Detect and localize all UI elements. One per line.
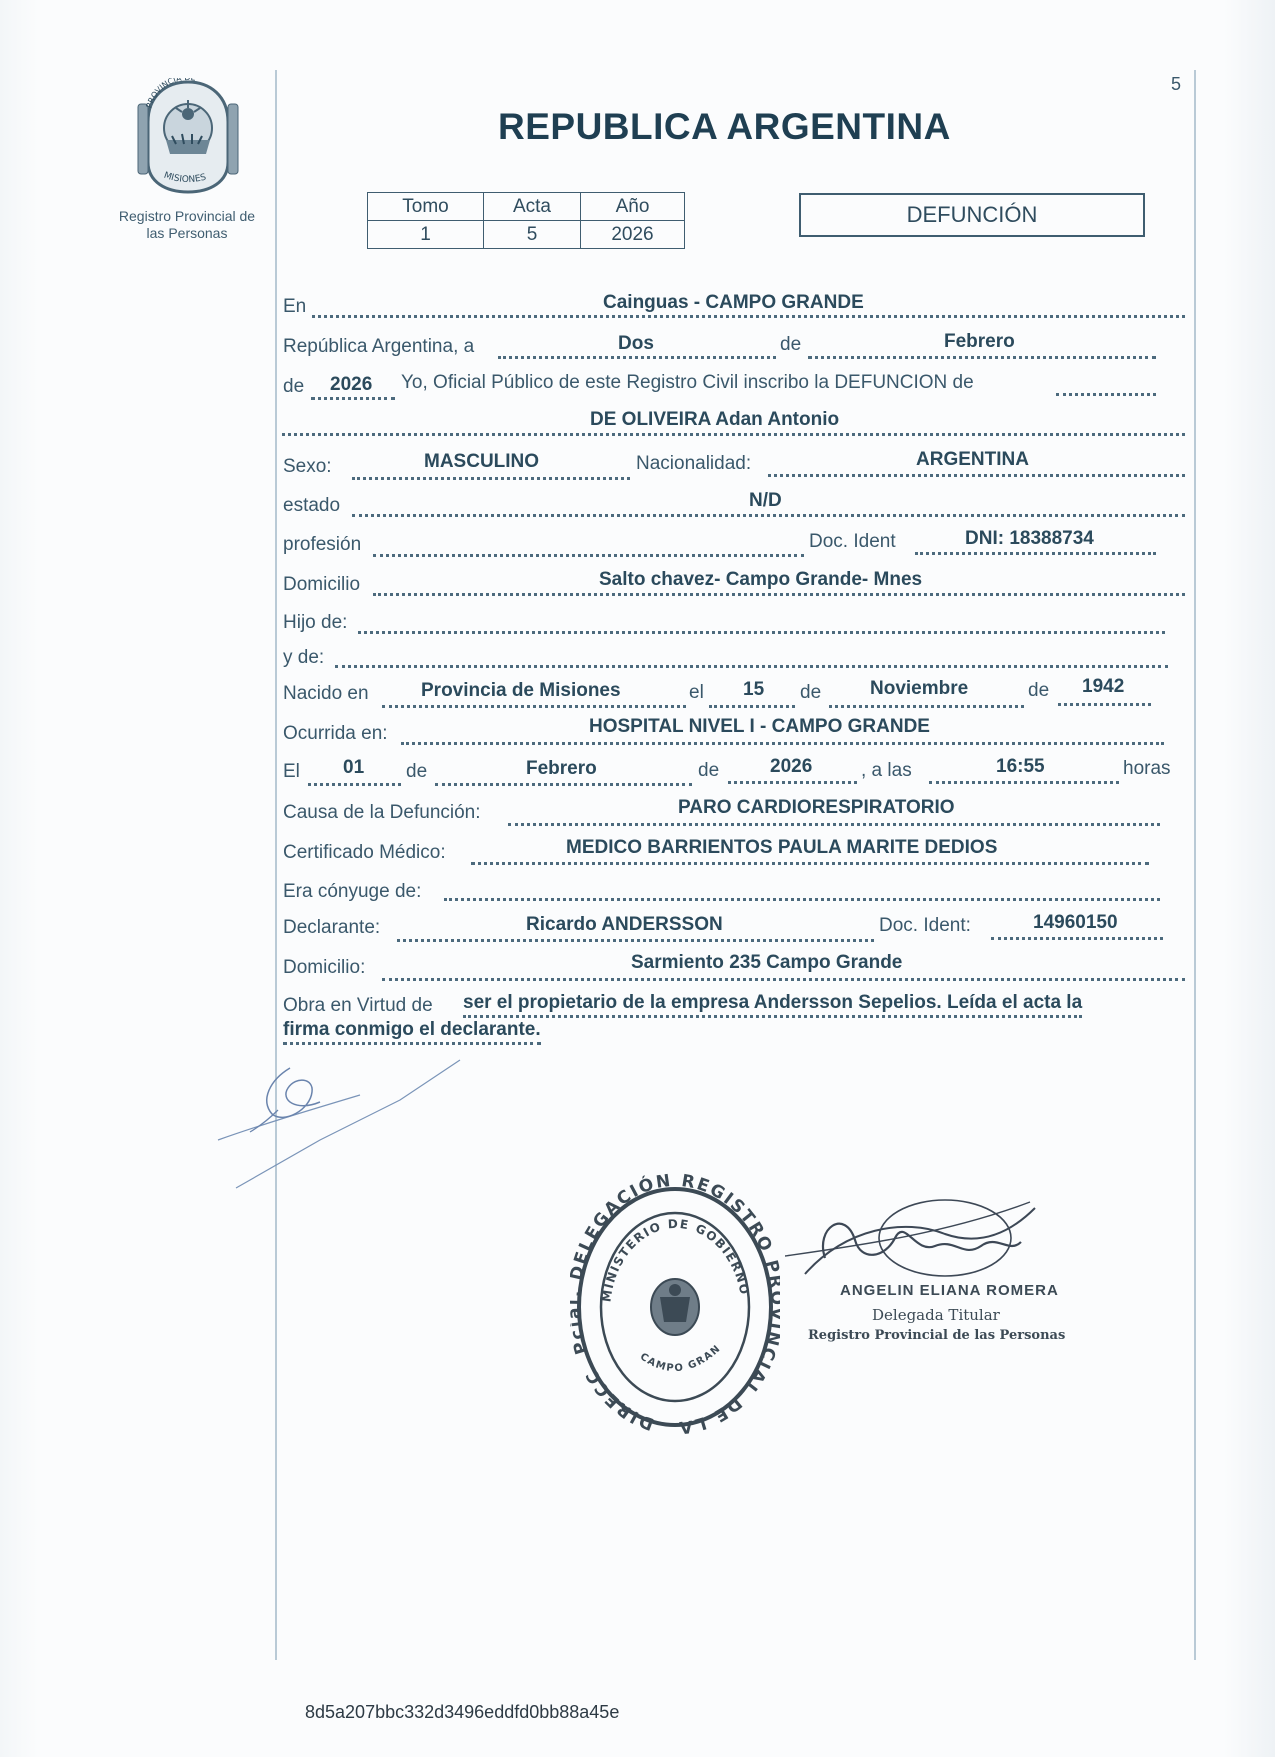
field-underline: [401, 742, 1164, 745]
field-doc-ident: DNI: 18388734: [965, 528, 1094, 549]
field-underline: [929, 781, 1119, 784]
record-table-header-anio: Año: [581, 193, 685, 221]
field-underline: [308, 783, 401, 786]
label-declarante: Declarante:: [283, 917, 381, 938]
field-underline: [444, 898, 1160, 901]
field-def-dia: 01: [343, 757, 365, 778]
field-declarante-domicilio: Sarmiento 235 Campo Grande: [631, 952, 903, 973]
field-underline: [373, 554, 804, 557]
field-causa: PARO CARDIORESPIRATORIO: [678, 797, 955, 818]
logo-caption-line1: Registro Provincial de: [118, 208, 256, 224]
field-nac-mes: Noviembre: [870, 678, 969, 699]
label-doc-ident-declarante: Doc. Ident:: [879, 915, 971, 936]
field-underline: [508, 823, 1160, 826]
page-title: REPUBLICA ARGENTINA: [498, 106, 951, 147]
label-el-fecha: El: [283, 761, 300, 782]
document-hash: 8d5a207bbc332d3496eddfd0bb88a45e: [305, 1702, 620, 1722]
page-number: 5: [1171, 74, 1182, 94]
declarant-signature: [200, 1040, 500, 1200]
field-nacido-en: Provincia de Misiones: [421, 680, 621, 701]
logo-caption-line2: las Personas: [146, 225, 228, 241]
field-obra-linea2: firma conmigo el declarante.: [283, 1019, 541, 1045]
official-office: Registro Provincial de las Personas: [808, 1328, 1066, 1343]
label-en: En: [283, 296, 307, 317]
field-underline: [991, 937, 1163, 940]
field-underline: [498, 356, 776, 359]
field-def-mes: Febrero: [526, 758, 597, 779]
field-underline: [829, 705, 1024, 708]
label-doc-ident: Doc. Ident: [809, 531, 896, 552]
label-nacionalidad: Nacionalidad:: [636, 453, 752, 474]
label-de-def-anio: de: [698, 760, 720, 781]
label-obra-en-virtud: Obra en Virtud de: [283, 995, 433, 1016]
field-certificado-medico: MEDICO BARRIENTOS PAULA MARITE DEDIOS: [566, 837, 998, 858]
field-underline: [282, 433, 1185, 436]
field-underline: [397, 939, 874, 942]
field-nacionalidad: ARGENTINA: [916, 449, 1029, 470]
field-underline: [352, 477, 630, 480]
record-table-tomo: 1: [368, 221, 484, 249]
label-el: el: [689, 682, 704, 703]
field-nombre-fallecido: DE OLIVEIRA Adan Antonio: [590, 409, 840, 430]
field-nac-dia: 15: [743, 679, 765, 700]
record-type-box: DEFUNCIÓN: [799, 193, 1145, 237]
field-underline: [1058, 703, 1151, 706]
record-table-header-row: [368, 193, 685, 221]
field-underline: [1056, 393, 1156, 396]
svg-text:CAMPO GRANDE: [570, 1172, 723, 1374]
field-underline: [312, 315, 1185, 318]
stamp-outer-text: DIRECC. P ELEGACIÓN REGISTRO CIAL DE LA: [570, 1172, 780, 1438]
field-dia-inscripcion: Dos: [618, 333, 654, 354]
field-declarante: Ricardo ANDERSSON: [526, 914, 723, 935]
field-domicilio: Salto chavez- Campo Grande- Mnes: [599, 569, 923, 590]
label-horas: horas: [1123, 758, 1171, 779]
label-ocurrida-en: Ocurrida en:: [283, 723, 388, 744]
field-mes-inscripcion: Febrero: [944, 331, 1015, 352]
emblem-top-text: PROVINCIA: [144, 78, 183, 110]
emblem-bottom-text: MISIONES: [162, 170, 208, 186]
stamp-bottom-text: CAMPO GRAN: [637, 1342, 724, 1375]
field-underline: [709, 705, 795, 708]
record-table-header-tomo: Tomo: [368, 193, 484, 221]
label-sexo: Sexo:: [283, 456, 332, 477]
field-underline: [352, 514, 1185, 517]
field-underline: [768, 474, 1185, 477]
field-declarante-doc: 14960150: [1033, 912, 1118, 933]
label-a-las: , a las: [861, 760, 912, 781]
field-underline: [335, 665, 1168, 668]
field-underline: [435, 783, 692, 786]
label-republica: República Argentina, a: [283, 336, 475, 357]
label-domicilio-declarante: Domicilio:: [283, 957, 366, 978]
label-nacido-en: Nacido en: [283, 683, 369, 704]
label-causa: Causa de la Defunción:: [283, 802, 481, 823]
record-table-header-acta: Acta: [484, 193, 581, 221]
field-obra-linea1: ser el propietario de la empresa Andersson Sepelios. Leída el acta la: [463, 992, 1082, 1018]
field-underline: [915, 552, 1156, 555]
record-table-value-row: [368, 221, 685, 249]
field-lugar: Cainguas - CAMPO GRANDE: [603, 292, 864, 313]
record-table: [367, 192, 685, 249]
field-ocurrida-en: HOSPITAL NIVEL I - CAMPO GRANDE: [589, 716, 930, 737]
label-profesion: profesión: [283, 534, 362, 555]
field-underline: [808, 356, 1156, 359]
label-estado: estado: [283, 495, 341, 516]
field-def-hora: 16:55: [996, 756, 1045, 777]
field-underline: [471, 862, 1149, 865]
label-yo-oficial: Yo, Oficial Público de este Registro Civil inscribo la DEFUNCION de: [401, 372, 974, 393]
label-conyuge: Era cónyuge de:: [283, 881, 422, 902]
label-de-def-mes: de: [406, 761, 428, 782]
record-table-acta: 5: [484, 221, 581, 249]
label-de-nac-anio: de: [1028, 680, 1050, 701]
official-position: Delegada Titular: [872, 1306, 1000, 1324]
official-name: ANGELIN ELIANA ROMERA: [840, 1282, 1059, 1299]
field-sexo: MASCULINO: [424, 451, 540, 472]
label-certificado: Certificado Médico:: [283, 842, 446, 863]
field-underline: [358, 631, 1165, 634]
label-y-de: y de:: [283, 647, 325, 668]
field-underline: [382, 705, 686, 708]
right-margin-line: [1194, 70, 1196, 1660]
field-underline: [373, 593, 1185, 596]
official-stamp: [570, 1172, 780, 1442]
label-de: de: [780, 334, 802, 355]
record-table-anio: 2026: [581, 221, 685, 249]
field-def-anio: 2026: [770, 756, 813, 777]
left-margin-line: [275, 70, 277, 1660]
field-underline: [728, 781, 857, 784]
field-underline: [382, 978, 1185, 981]
province-emblem: [136, 78, 240, 196]
field-underline: [311, 397, 395, 400]
stamp-inner-text: MINISTERIO DE GOBIERNO: [599, 1216, 752, 1303]
label-de-anio: de: [283, 376, 305, 397]
field-anio-inscripcion: 2026: [330, 374, 373, 395]
logo-caption: [106, 208, 268, 242]
field-nac-anio: 1942: [1082, 676, 1125, 697]
label-de-nac-mes: de: [800, 682, 822, 703]
label-hijo-de: Hijo de:: [283, 612, 348, 633]
field-estado: N/D: [749, 490, 782, 511]
label-domicilio: Domicilio: [283, 574, 361, 595]
